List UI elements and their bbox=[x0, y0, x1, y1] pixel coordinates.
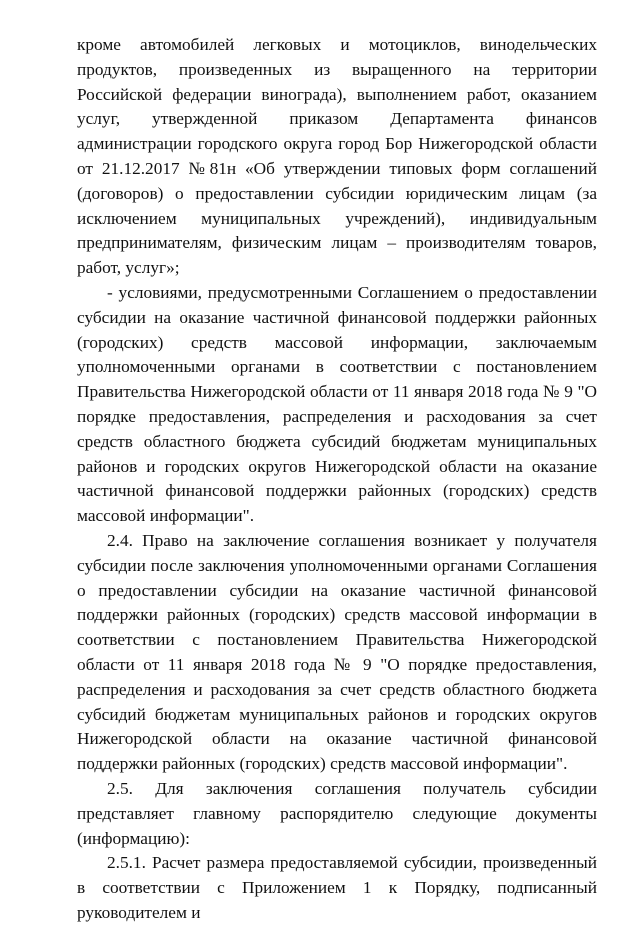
paragraph-clause-2-5-1: 2.5.1. Расчет размера предоставляемой субсидии, произведенный в соответствии с Приложением 1 к Порядку, подписанный руководителем и bbox=[77, 853, 597, 922]
paragraph-clause-2-4: 2.4. Право на заключение соглашения возникает у получателя субсидии после заключения уполномоченными органами Соглашения о предоставлении субсидии на оказание частичной финансовой поддержки районных (городских) средств массовой информации в соответствии с постановлением Правительства Нижегородской области от 11 января 2018 года № 9 "О порядке предоставления, распределения и расходования за счет средств областного бюджета субсидий бюджетам муниципальных районов и городских округов Нижегородской области на оказание частичной финансовой поддержки районных (городских) средств массовой информации". bbox=[77, 530, 597, 774]
paragraph-clause-2-5: 2.5. Для заключения соглашения получатель субсидии представляет главному распорядителю следующие документы (информацию): bbox=[77, 778, 597, 848]
document-body bbox=[77, 33, 597, 926]
paragraph-continuation: кроме автомобилей легковых и мотоциклов, винодельческих продуктов, произведенных из выращенного на территории Российской федерации винограда), выполнением работ, оказанием услуг, утвержденной приказом Департамента финансов администрации городского округа город Бор Нижегородской области от 21.12.2017 №81н «Об утверждении типовых форм соглашений (договоров) о предоставлении субсидии юридическим лицам (за исключением муниципальных учреждений), индивидуальным предпринимателям, физическим лицам – производителям товаров, работ, услуг»; bbox=[77, 35, 597, 278]
paragraph-conditions: - условиями, предусмотренными Соглашением о предоставлении субсидии на оказание частичной финансовой поддержки районных (городских) средств массовой информации, заключаемым уполномоченными органами в соответствии с постановлением Правительства Нижегородской области от 11 января 2018 года № 9 "О порядке предоставления, распределения и расходования за счет средств областного бюджета субсидий бюджетам муниципальных районов и городских округов Нижегородской области на оказание частичной финансовой поддержки районных (городских) средств массовой информации". bbox=[77, 282, 597, 526]
